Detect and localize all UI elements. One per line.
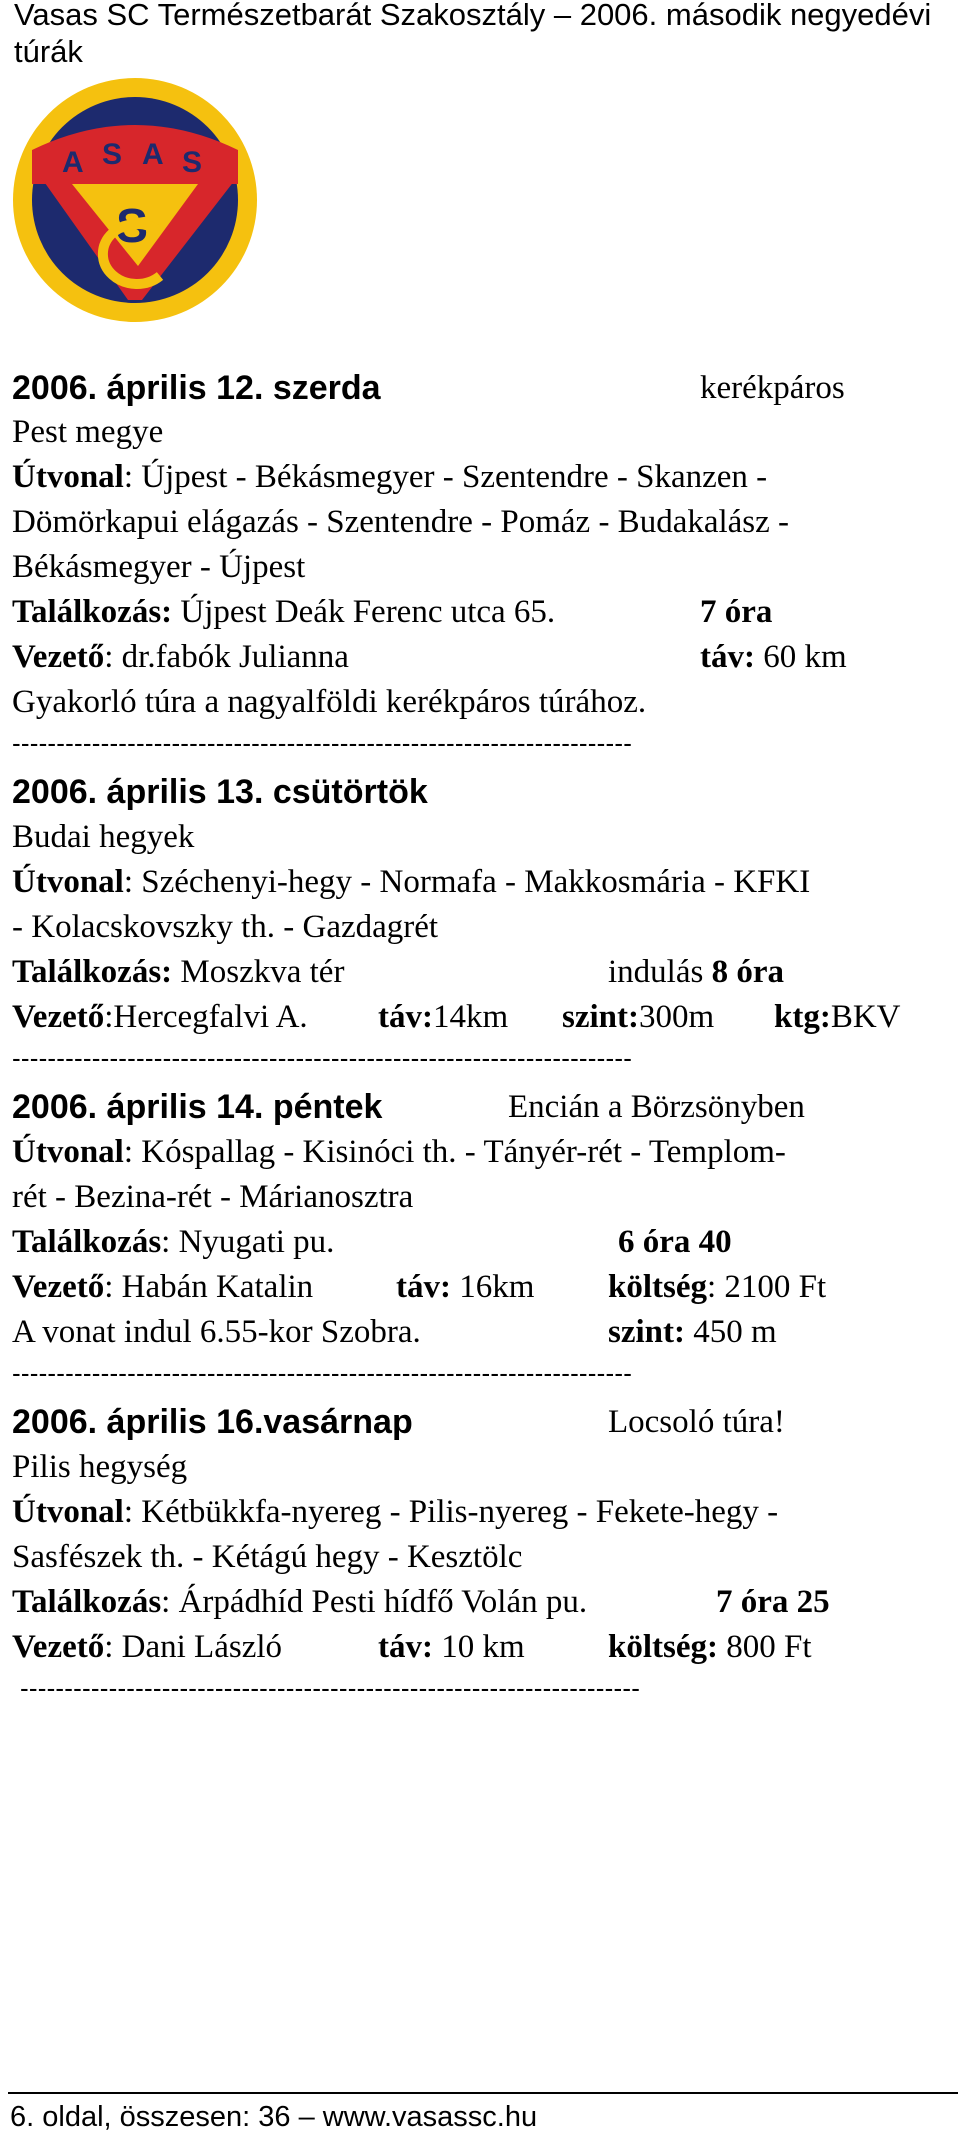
tour1-route-line2: Dömörkapui elágazás - Szentendre - Pomáz - Budakalász - — [12, 504, 790, 540]
tour2-leader-name: :Hercegfalvi A. — [104, 999, 308, 1035]
tour2-start — [608, 950, 784, 994]
tour3-route-text1: : Kóspallag - Kisinóci th. - Tányér-rét - Templom- — [123, 1134, 786, 1170]
tour2-meet-place: Moszkva tér — [172, 954, 345, 990]
tour1-meet-label: Találkozás: — [12, 594, 173, 630]
tour3-dist-label: táv: — [396, 1269, 451, 1305]
tour2-route-line2: - Kolacskovszky th. - Gazdagrét — [12, 909, 439, 945]
tour4-leader-name: : Dani László — [104, 1629, 283, 1665]
tour4-cost — [608, 1625, 812, 1669]
tour3-title: Encián a Börzsönyben — [508, 1089, 805, 1125]
tour1-dist-value: 60 km — [754, 639, 847, 675]
tour4-meet-label: Találkozás — [12, 1584, 162, 1620]
tour3-elevation — [608, 1310, 777, 1354]
tour3-route-line2: rét - Bezina-rét - Márianosztra — [12, 1179, 414, 1215]
logo-letter-s3: S — [116, 200, 149, 253]
separator-3: ---------------------------------------------------------------------- — [12, 1358, 633, 1388]
tour3-leader-name: : Habán Katalin — [104, 1269, 314, 1305]
separator-2: ---------------------------------------------------------------------- — [12, 1043, 633, 1073]
tour2-elev-label: szint: — [562, 999, 639, 1035]
tour4-time: 7 óra 25 — [716, 1584, 830, 1620]
tour2-region: Budai hegyek — [12, 819, 195, 855]
tour4-dist-value: 10 km — [432, 1629, 525, 1665]
tour2-date: 2006. április 13. csütörtök — [12, 773, 428, 811]
tour1-leader-label: Vezető — [12, 639, 105, 675]
tour2-meet — [12, 950, 344, 994]
tour1-meet-place: Újpest Deák Ferenc utca 65. — [172, 594, 556, 630]
tour4-date: 2006. április 16.vasárnap — [12, 1403, 413, 1441]
tour3-cost-value: : 2100 Ft — [707, 1269, 827, 1305]
tour1-note: Gyakorló túra a nagyalföldi kerékpáros túrához. — [12, 684, 647, 720]
tour1-distance — [700, 635, 847, 679]
tour4-title: Locsoló túra! — [608, 1404, 785, 1440]
tour3-route-line1 — [12, 1130, 786, 1174]
tour1-leader — [12, 635, 349, 679]
tour3-meet — [12, 1220, 334, 1264]
tour4-distance — [378, 1625, 525, 1669]
tour2-distance — [378, 995, 508, 1039]
tour3-route-label: Útvonal — [12, 1134, 124, 1170]
tour4-meet-place: : Árpádhíd Pesti hídfő Volán pu. — [161, 1584, 588, 1620]
tour4-region: Pilis hegység — [12, 1449, 188, 1485]
tour3-leader — [12, 1265, 313, 1309]
tour2-dist-value: 14km — [432, 999, 509, 1035]
logo-letter-s1: S — [102, 138, 123, 171]
tour4-route-text1: : Kétbükkfa-nyereg - Pilis-nyereg - Fekete-hegy - — [123, 1494, 779, 1530]
tour4-route-line2: Sasfészek th. - Kétágú hegy - Kesztölc — [12, 1539, 523, 1575]
tour2-meet-label: Találkozás: — [12, 954, 173, 990]
tour2-cost-label: ktg: — [774, 999, 831, 1035]
vasas-logo — [10, 72, 260, 327]
footer-rule — [8, 2092, 958, 2094]
separator-1: ---------------------------------------------------------------------- — [12, 728, 633, 758]
tour1-route-text1: : Újpest - Békásmegyer - Szentendre - Skanzen - — [123, 459, 768, 495]
tour1-region: Pest megye — [12, 414, 164, 450]
logo-letter-a1: A — [62, 146, 84, 179]
tour4-route-line1 — [12, 1490, 778, 1534]
logo-letter-s2: S — [182, 146, 203, 179]
tour4-route-label: Útvonal — [12, 1494, 124, 1530]
tour4-cost-label: költség: — [608, 1629, 718, 1665]
tour1-type: kerékpáros — [700, 370, 845, 406]
tour2-start-label: indulás — [608, 954, 712, 990]
tour3-time: 6 óra 40 — [618, 1224, 732, 1260]
tour3-dist-value: 16km — [450, 1269, 535, 1305]
tour3-meet-place: : Nyugati pu. — [161, 1224, 335, 1260]
tour3-cost — [608, 1265, 826, 1309]
tour2-dist-label: táv: — [378, 999, 433, 1035]
tour1-leader-name: : dr.fabók Julianna — [104, 639, 349, 675]
tour2-route-label: Útvonal — [12, 864, 124, 900]
tour4-meet — [12, 1580, 587, 1624]
tour1-route-label: Útvonal — [12, 459, 124, 495]
tour2-route-text1: : Széchenyi-hegy - Normafa - Makkosmária - KFKI — [123, 864, 811, 900]
tour3-distance — [396, 1265, 534, 1309]
tour3-leader-label: Vezető — [12, 1269, 105, 1305]
logo-letter-a2: A — [142, 138, 164, 171]
tour1-time: 7 óra — [700, 594, 773, 630]
page-header-title: Vasas SC Természetbarát Szakosztály – 2006. második negyedévi túrák — [14, 0, 932, 69]
tour1-route-line1 — [12, 455, 767, 499]
tour2-route-line1 — [12, 860, 810, 904]
tour1-date: 2006. április 12. szerda — [12, 369, 381, 407]
tour2-start-time: 8 óra — [711, 954, 784, 990]
tour3-note: A vonat indul 6.55-kor Szobra. — [12, 1314, 421, 1350]
tour2-cost — [774, 995, 901, 1039]
tour3-cost-label: költség — [608, 1269, 707, 1305]
tour2-elevation — [562, 995, 714, 1039]
tour2-leader-label: Vezető — [12, 999, 105, 1035]
tour2-elev-value: 300m — [639, 999, 715, 1035]
tour3-elev-label: szint: — [608, 1314, 685, 1350]
tour4-leader-label: Vezető — [12, 1629, 105, 1665]
tour1-route-line3: Békásmegyer - Újpest — [12, 549, 306, 585]
tour2-cost-value: BKV — [830, 999, 901, 1035]
tour1-dist-label: táv: — [700, 639, 755, 675]
page-footer: 6. oldal, összesen: 36 – www.vasassc.hu — [10, 2101, 538, 2133]
tour4-cost-value: 800 Ft — [718, 1629, 812, 1665]
separator-4: ---------------------------------------------------------------------- — [20, 1673, 641, 1703]
tour1-meet — [12, 590, 555, 634]
tour4-dist-label: táv: — [378, 1629, 433, 1665]
tour3-meet-label: Találkozás — [12, 1224, 162, 1260]
tour3-elev-value: 450 m — [685, 1314, 777, 1350]
tour2-leader — [12, 995, 308, 1039]
tour3-date: 2006. április 14. péntek — [12, 1088, 383, 1126]
tour4-leader — [12, 1625, 282, 1669]
